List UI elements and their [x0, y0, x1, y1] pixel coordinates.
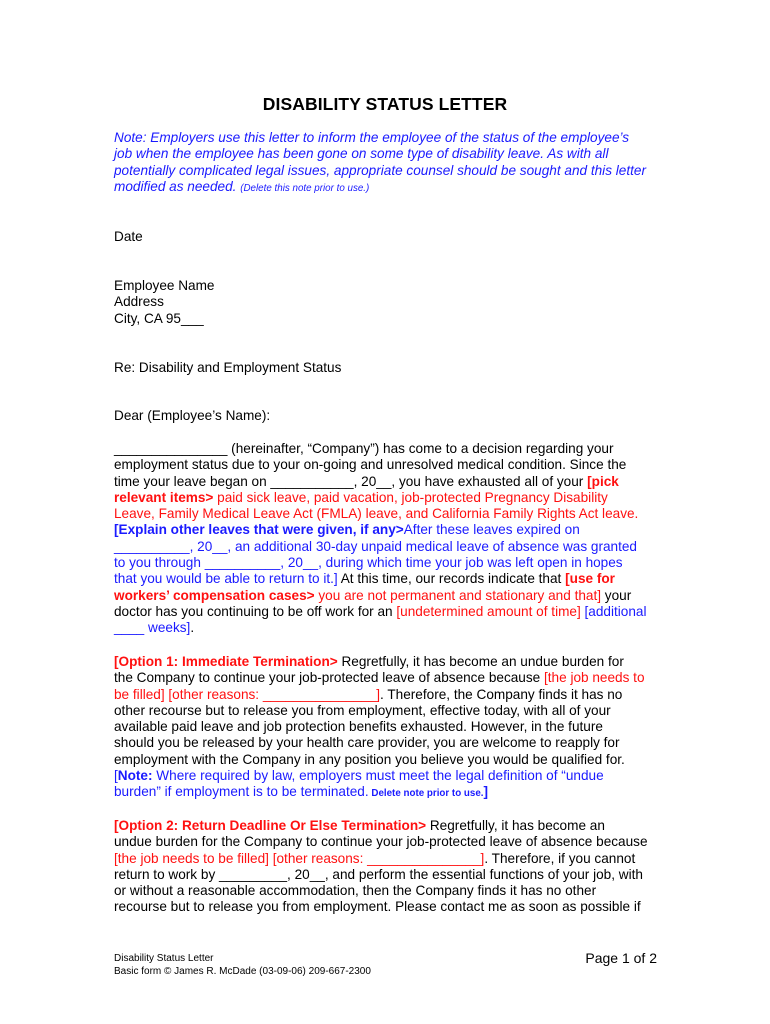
- footer-info: [114, 952, 371, 979]
- option-2-label: [Option 2: Return Deadline Or Else Termination>: [114, 818, 427, 833]
- salutation: Dear (Employee’s Name):: [114, 408, 271, 423]
- delete-note-hint: (Delete this note prior to use.): [240, 182, 370, 194]
- option-1-label: [Option 1: Immediate Termination>: [114, 654, 338, 669]
- page-number: Page 1 of 2: [585, 950, 657, 966]
- recipient-address: [114, 278, 660, 327]
- body-paragraph-1: _______________ (hereinafter, “Company”) has come to a decision regarding your employment status due to your on-going and unresolved medical condition. Since the time your leave began on ___________, 20__, you have exhausted all of your [pick relevant items> paid sick leave, paid vacation, job-protected Pregnancy Disability Leave, Family Medical Leave Act (FMLA) leave, and California Family Rights Act leave. [Explain other leaves that were given, if any>After these leaves expired on __________, 20__, an additional 30-day unpaid medical leave of absence was granted to you through __________, 20__, during which time your job was left open in hopes that you would be able to return to it.] At this time, our records indicate that [use for workers’ compensation cases> you are not permanent and stationary and that] your doctor has you continuing to be off work for an [undetermined amount of time] [additional ____ weeks].: [114, 441, 647, 636]
- note-label: Note:: [114, 130, 147, 145]
- footer-doc-title: Disability Status Letter: [114, 953, 214, 964]
- document-title: DISABILITY STATUS LETTER: [262, 94, 508, 114]
- subject-line: Re: Disability and Employment Status: [114, 360, 342, 375]
- editor-note: Note: Employers use this letter to inform the employee of the status of the employee’s job when the employee has been gone on some type of disability leave. As with all potentially complicated legal issues, appropriate counsel should be sought and this letter modified as needed. (Delete this note prior to use.): [114, 130, 646, 194]
- date-line: Date: [114, 229, 143, 244]
- option-2-paragraph: [Option 2: Return Deadline Or Else Termination> Regretfully, it has become an undue burden for the Company to continue your job-protected leave of absence because [the job needs to be filled] [other reasons: _______________]. Therefore, if you cannot return to work by _________, 20__, and perform the essential functions of your job, with or without a reasonable accommodation, then the Company finds it has no other recourse but to release you from employment. Please contact me as soon as possible if: [114, 818, 648, 915]
- employee-name: Employee Name: [114, 278, 215, 293]
- city-line: City, CA 95___: [114, 310, 204, 326]
- address-line: Address: [114, 294, 164, 310]
- footer-copyright: Basic form © James R. McDade (03-09-06) 209-667-2300: [114, 966, 371, 978]
- option-1-paragraph: [Option 1: Immediate Termination> Regretfully, it has become an undue burden for the Company to continue your job-protected leave of absence because [the job needs to be filled] [other reasons: _______________]. Therefore, the Company finds it has no other recourse but to release you from employment, effective today, with all of your available paid leave and job protection benefits exhausted. However, in the future should you be released by your health care provider, you are welcome to reapply for employment with the Company in any position you believe you would be qualified for. [Note: Where required by law, employers must meet the legal definition of “undue burden” if employment is to be terminated. Delete note prior to use.]: [114, 654, 645, 800]
